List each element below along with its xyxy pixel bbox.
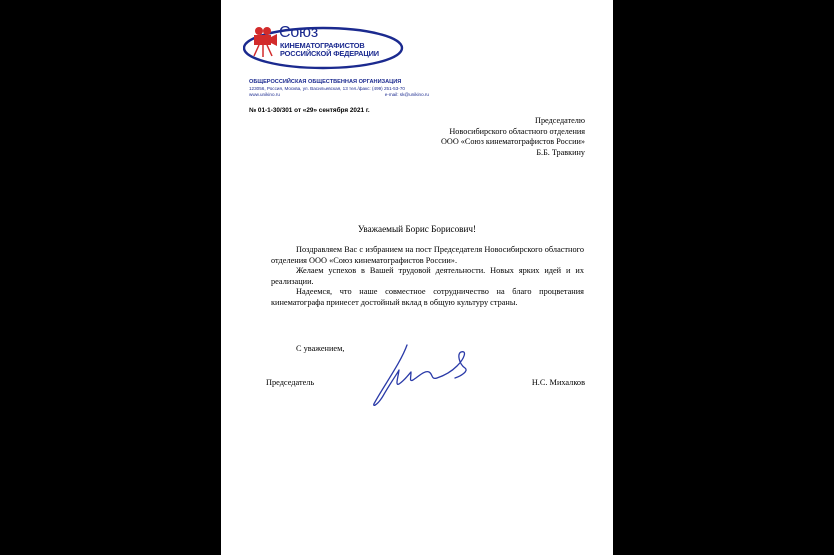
organization-name: ОБЩЕРОССИЙСКАЯ ОБЩЕСТВЕННАЯ ОРГАНИЗАЦИЯ [249, 79, 402, 85]
logo-subtitle [280, 42, 379, 58]
handwritten-signature [371, 344, 476, 409]
reference-number: № 01-1-30/301 от «29» сентября 2021 г. [249, 107, 370, 114]
union-logo [243, 24, 405, 72]
addressee-block [395, 116, 585, 158]
website-text: www.unikino.ru [249, 92, 280, 97]
letter-body [271, 245, 584, 308]
logo-line-1: КИНЕМАТОГРАФИСТОВ [280, 41, 365, 50]
signatory-title: Председатель [266, 378, 315, 387]
addressee-line-2: Новосибирского областного отделения [449, 126, 585, 136]
address-text: 123056, Россия, Москва, ул. Васильевская, 13 тел./факс: (499) 251-53-70 [249, 86, 405, 91]
addressee-line-4: Б.Б. Травкину [536, 147, 585, 157]
letter-page [221, 0, 613, 555]
body-paragraph-3: Надеемся, что наше совместное сотрудничество на благо процветания кинематографа принесет достойный вклад в общую культуру страны. [271, 287, 584, 307]
greeting: Уважаемый Борис Борисович! [357, 224, 477, 234]
email-text: e-mail: sk@unikino.ru [384, 92, 429, 97]
body-paragraph-2: Желаем успехов в Вашей трудовой деятельности. Новых ярких идей и их реализации. [271, 266, 584, 286]
logo-title: Союз [279, 24, 318, 41]
organization-details [249, 79, 429, 98]
logo-line-2: РОССИЙСКОЙ ФЕДЕРАЦИИ [280, 49, 379, 58]
body-paragraph-1: Поздравляем Вас с избранием на пост Председателя Новосибирского областного отделения ООО «Союз кинематографистов России». [271, 245, 584, 265]
addressee-line-1: Председателю [535, 116, 585, 125]
closing-phrase: С уважением, [296, 344, 345, 353]
addressee-line-3: ООО «Союз кинематографистов России» [441, 137, 585, 146]
organization-contacts [249, 92, 429, 98]
signatory-name: Н.С. Михалков [531, 378, 585, 387]
